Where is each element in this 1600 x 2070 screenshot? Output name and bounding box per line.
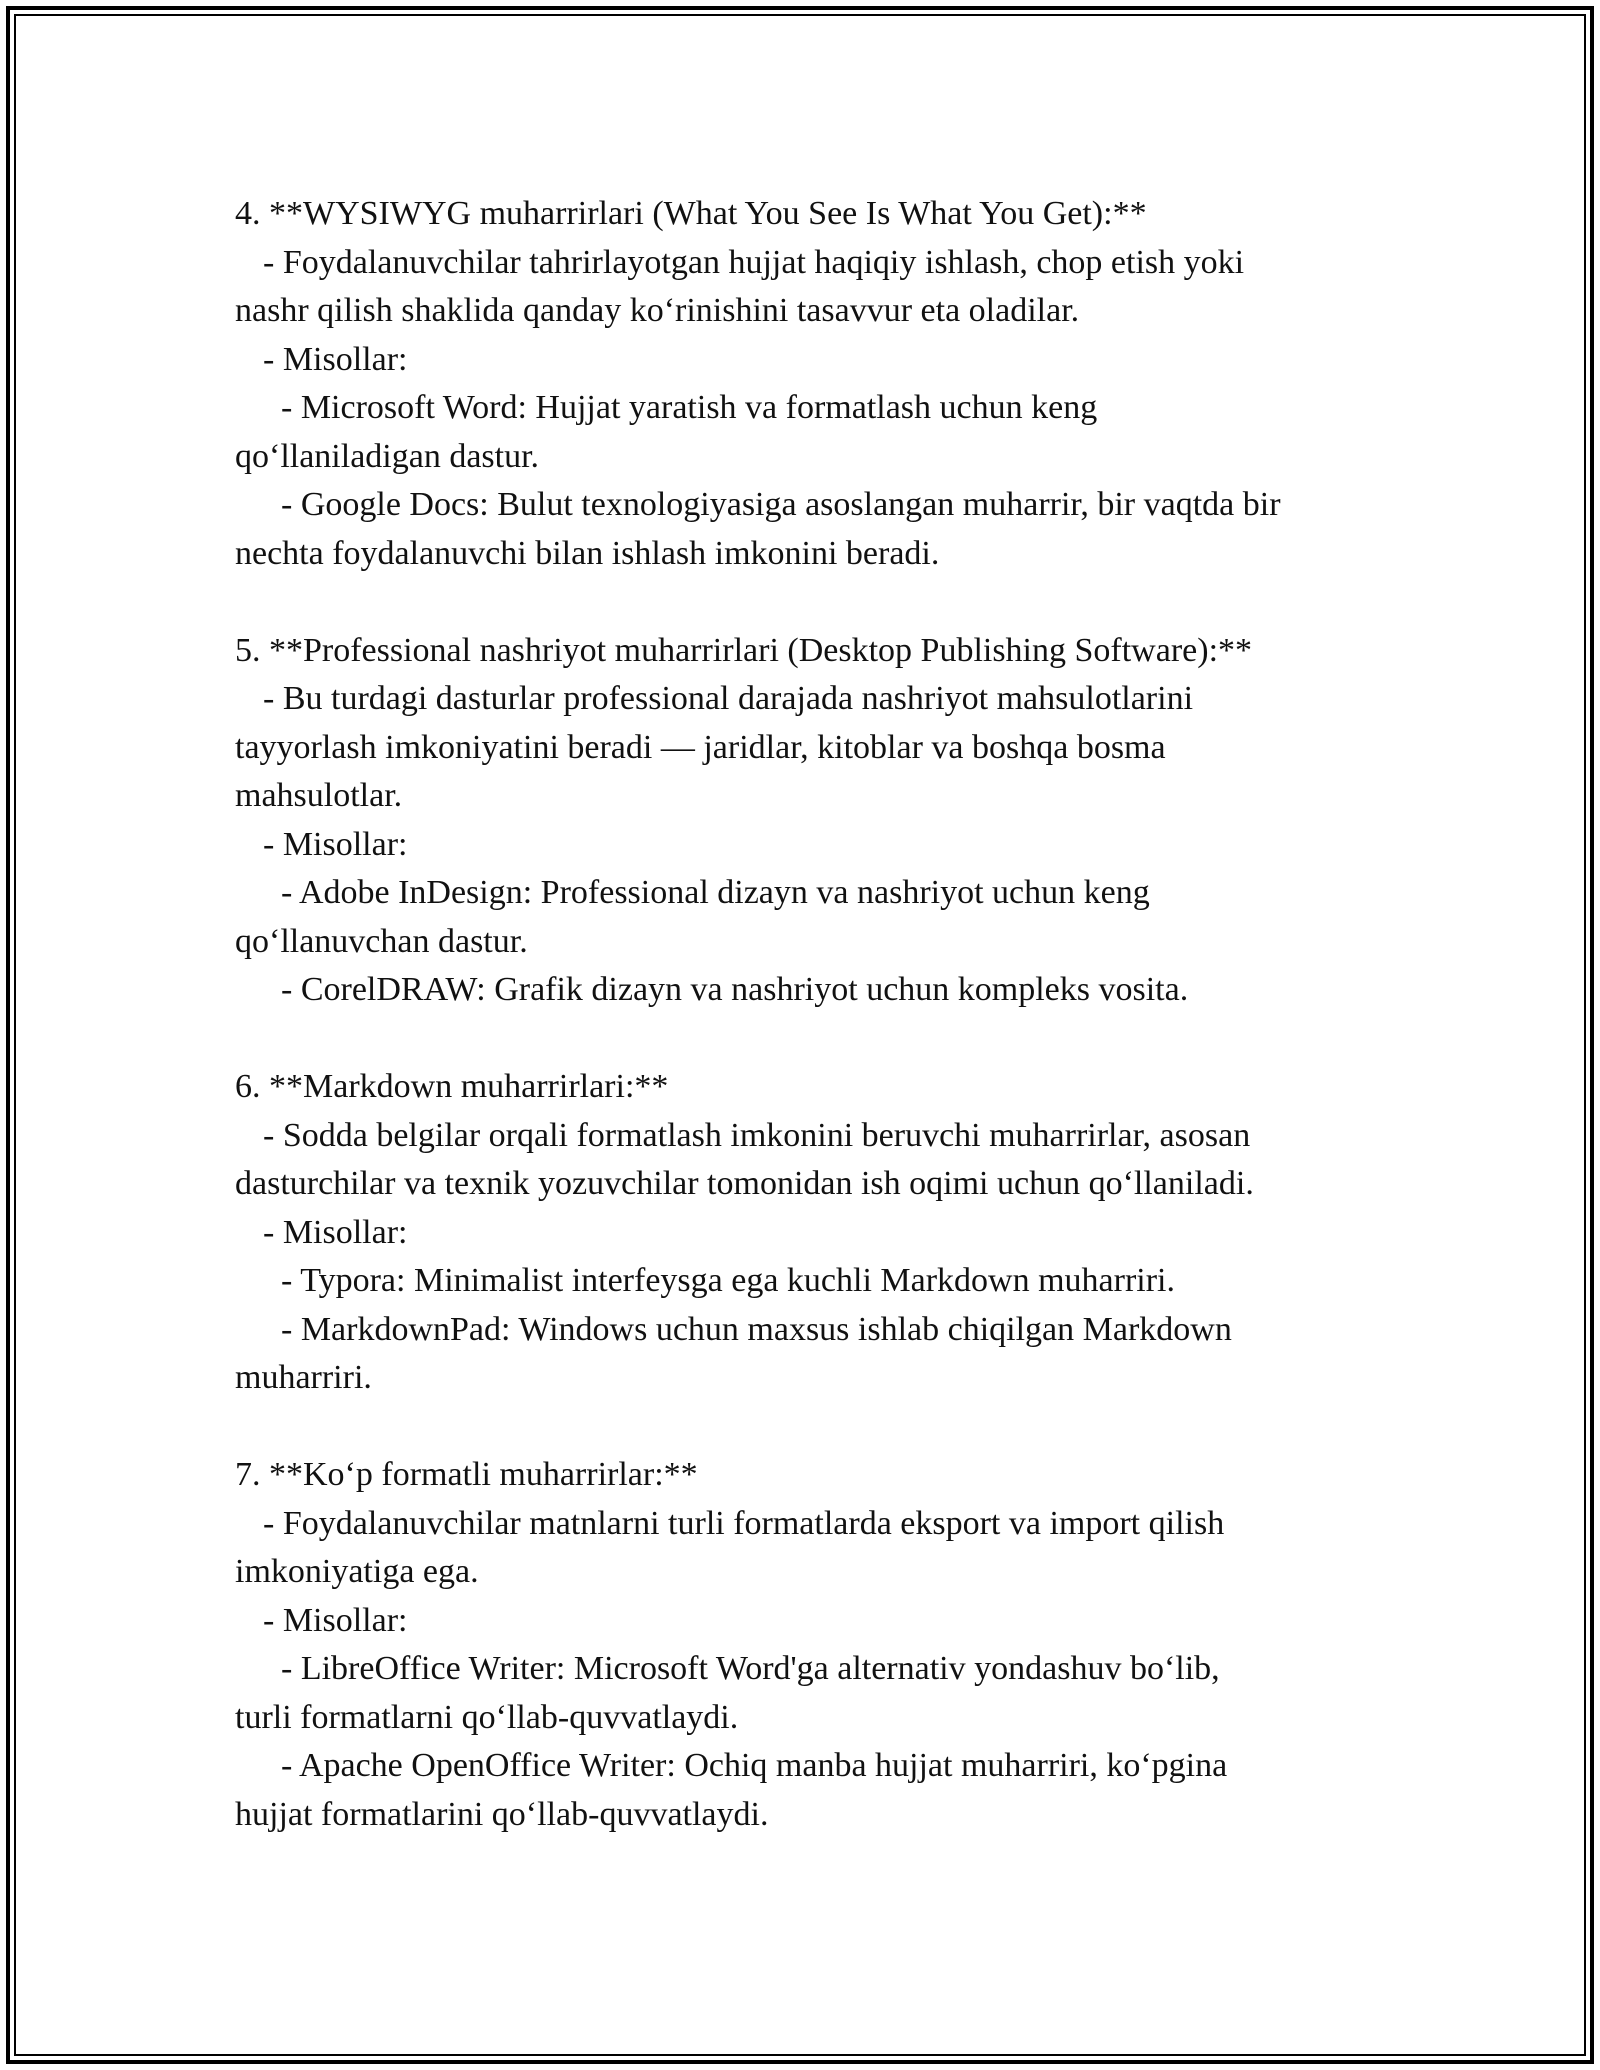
example-item-continuation: nechta foydalanuvchi bilan ishlash imkonini beradi.: [235, 534, 940, 572]
description-line: mahsulotlar.: [235, 777, 403, 814]
section-heading: 6. **Markdown muharrirlari:**: [235, 1068, 669, 1105]
description-line: - Bu turdagi dasturlar professional darajada nashriyot mahsulotlarini: [263, 680, 1194, 717]
example-item: - Adobe InDesign: Professional dizayn va nashriyot uchun keng: [281, 874, 1150, 911]
section-heading: 4. **WYSIWYG muharrirlari (What You See Is What You Get):**: [235, 195, 1147, 232]
section-spacer: [235, 578, 1375, 627]
section-spacer: [235, 1015, 1375, 1064]
section-spacer: [235, 1403, 1375, 1452]
section-heading: 5. **Professional nashriyot muharrirlari (Desktop Publishing Software):**: [235, 631, 1253, 669]
examples-label: - Misollar:: [263, 1601, 408, 1639]
example-item: - LibreOffice Writer: Microsoft Word'ga alternativ yondashuv bo‘lib,: [281, 1650, 1220, 1687]
description-line: - Sodda belgilar orqali formatlash imkonini beruvchi muharrirlar, asosan: [263, 1116, 1251, 1154]
section-markdown: [235, 1063, 1375, 1403]
example-item: - Apache OpenOffice Writer: Ochiq manba hujjat muharriri, ko‘pgina: [281, 1747, 1228, 1784]
description-line: - Foydalanuvchilar matnlarni turli formatlarda eksport va import qilish: [263, 1504, 1225, 1542]
example-item: - Google Docs: Bulut texnologiyasiga asoslangan muharrir, bir vaqtda bir: [281, 486, 1281, 523]
description-line: dasturchilar va texnik yozuvchilar tomonidan ish oqimi uchun qo‘llaniladi.: [235, 1165, 1254, 1202]
examples-label: - Misollar:: [263, 825, 408, 863]
document-body: [235, 190, 1375, 1839]
example-item-continuation: qo‘llaniladigan dastur.: [235, 437, 540, 475]
description-line: imkoniyatiga ega.: [235, 1553, 479, 1590]
description-line: nashr qilish shaklida qanday ko‘rinishini tasavvur eta oladilar.: [235, 292, 1080, 329]
example-item: - Typora: Minimalist interfeysga ega kuchli Markdown muharriri.: [281, 1262, 1175, 1299]
section-heading: 7. **Ko‘p formatli muharrirlar:**: [235, 1456, 698, 1493]
examples-label: - Misollar:: [263, 1213, 408, 1251]
example-item: - MarkdownPad: Windows uchun maxsus ishlab chiqilgan Markdown: [281, 1310, 1232, 1348]
description-line: tayyorlash imkoniyatini beradi — jaridlar, kitoblar va boshqa bosma: [235, 728, 1166, 766]
section-wysiwyg: [235, 190, 1375, 578]
section-multiformat: [235, 1451, 1375, 1839]
example-item: - Microsoft Word: Hujjat yaratish va formatlash uchun keng: [281, 389, 1098, 426]
description-line: - Foydalanuvchilar tahrirlayotgan hujjat haqiqiy ishlash, chop etish yoki: [263, 243, 1245, 281]
section-desktop-publishing: [235, 627, 1375, 1015]
example-item-continuation: qo‘llanuvchan dastur.: [235, 922, 528, 960]
example-item-continuation: turli formatlarni qo‘llab-quvvatlaydi.: [235, 1698, 739, 1736]
example-item-continuation: hujjat formatlarini qo‘llab-quvvatlaydi.: [235, 1795, 769, 1833]
example-item: - CorelDRAW: Grafik dizayn va nashriyot uchun kompleks vosita.: [281, 971, 1189, 1008]
examples-label: - Misollar:: [263, 340, 408, 378]
example-item-continuation: muharriri.: [235, 1359, 372, 1396]
